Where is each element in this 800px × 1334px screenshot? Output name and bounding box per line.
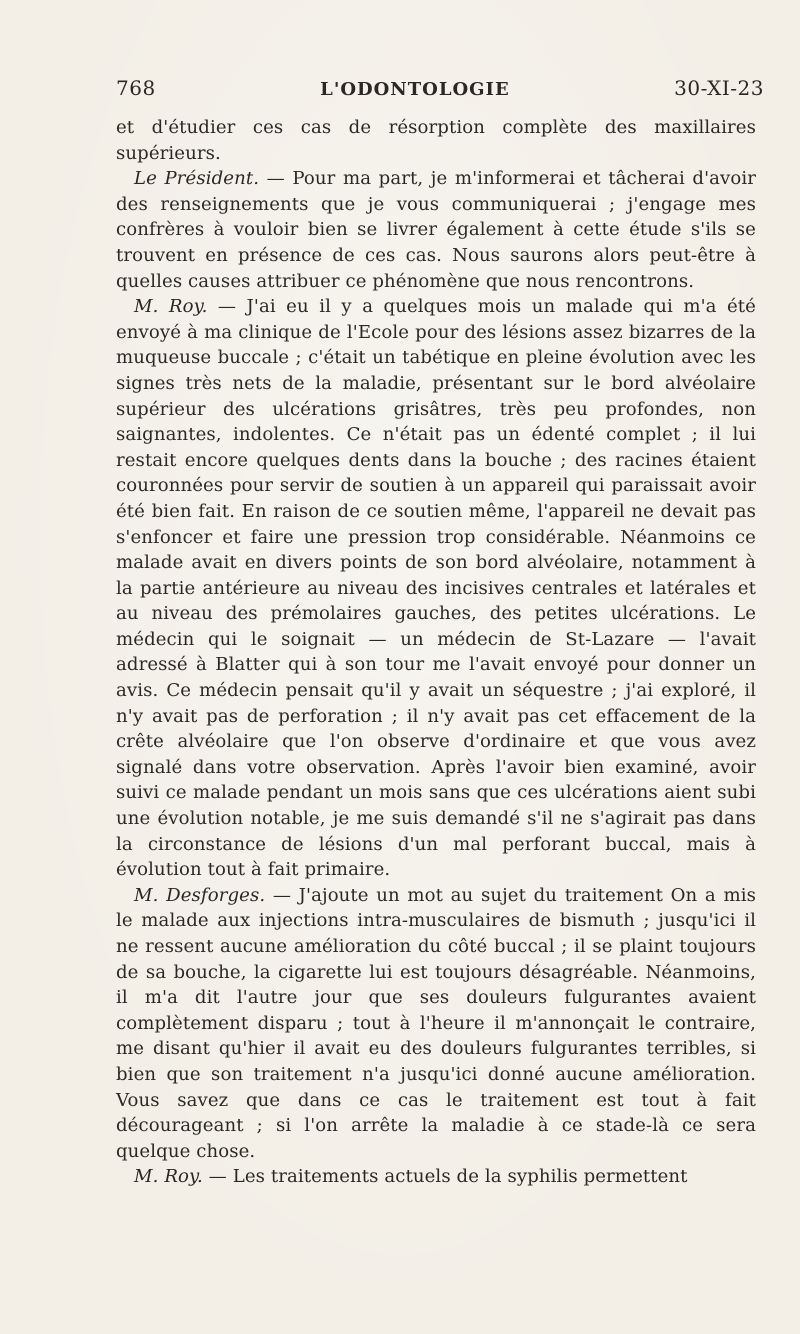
speaker-name: Le Président. bbox=[134, 168, 260, 190]
journal-title: L'ODONTOLOGIE bbox=[320, 79, 510, 100]
speaker-name: M. Roy. bbox=[134, 1166, 203, 1188]
paragraph-text: et d'étudier ces cas de résorption complète des maxillaires supérieurs. bbox=[116, 117, 756, 164]
paragraph-text: — J'ai eu il y a quelques mois un malade qui m'a été envoyé à ma clinique de l'Ecole pour des lésions assez bizarres de la muqueuse buccale ; c'était un tabétique en pleine évolution avec les signes très nets de la maladie, présentant sur le bord alvéolaire supérieur des ulcérations grisâtres, très peu profondes, non saignantes, indolentes. Ce n'était pas un édenté complet ; il lui restait encore quelques dents dans la bouche ; des racines étaient couronnées pour servir de soutien à un appareil qui paraissait avoir été bien fait. En raison de ce soutien même, l'appareil ne devait pas s'enfoncer et faire une pression trop considérable. Néanmoins ce malade avait en divers points de son bord alvéolaire, notamment à la partie antérieure au niveau des incisives centrales et latérales et au niveau des prémolaires gauches, des petites ulcérations. Le médecin qui le soignait — un médecin de St-Lazare — l'avait adressé à Blatter qui à son tour me l'avait envoyé pour donner un avis. Ce médecin pensait qu'il y avait un séquestre ; j'ai exploré, il n'y avait pas de perforation ; il n'y avait pas cet effacement de la crête alvéolaire que l'on observe d'ordinaire et que vous avez signalé dans votre observation. Après l'avoir bien examiné, avoir suivi ce malade pendant un mois sans que ces ulcérations aient subi une évolution notable, je me suis demandé s'il ne s'agirait pas dans la circonstance de lésions d'un mal perforant buccal, mais à évolution tout à fait primaire. bbox=[116, 296, 756, 881]
body-text bbox=[116, 115, 756, 1190]
paragraph bbox=[116, 883, 756, 1165]
issue-date: 30-XI-23 bbox=[674, 76, 764, 100]
paragraph bbox=[116, 115, 756, 166]
paragraph-text: — Pour ma part, je m'informerai et tâcherai d'avoir des renseignements que je vous communiquerai ; j'engage mes confrères à vouloir bien se livrer également à cette étude s'ils se trouvent en présence de ces cas. Nous saurons alors peut-être à quelles causes attribuer ce phénomène que nous rencontrons. bbox=[116, 168, 756, 292]
page-number: 768 bbox=[116, 76, 156, 100]
paragraph-text: — J'ajoute un mot au sujet du traitement On a mis le malade aux injections intra-musculaires de bismuth ; jusqu'ici il ne ressent aucune amélioration du côté buccal ; il se plaint toujours de sa bouche, la cigarette lui est toujours désagréable. Néanmoins, il m'a dit l'autre jour que ses douleurs fulgurantes avaient complètement disparu ; tout à l'heure il m'annonçait le contraire, me disant qu'hier il avait eu des douleurs fulgurantes terribles, si bien que son traitement n'a jusqu'ici donné aucune amélioration. Vous savez que dans ce cas le traitement est tout à fait décourageant ; si l'on arrête la maladie à ce stade-là ce sera quelque chose. bbox=[116, 884, 756, 1162]
speaker-name: M. Desforges. bbox=[134, 884, 266, 906]
paragraph bbox=[116, 166, 756, 294]
paragraph-text: — Les traitements actuels de la syphilis permettent bbox=[202, 1166, 688, 1188]
speaker-name: M. Roy. bbox=[134, 296, 208, 318]
running-head bbox=[116, 76, 764, 102]
paragraph bbox=[116, 294, 756, 883]
paragraph bbox=[116, 1164, 756, 1190]
